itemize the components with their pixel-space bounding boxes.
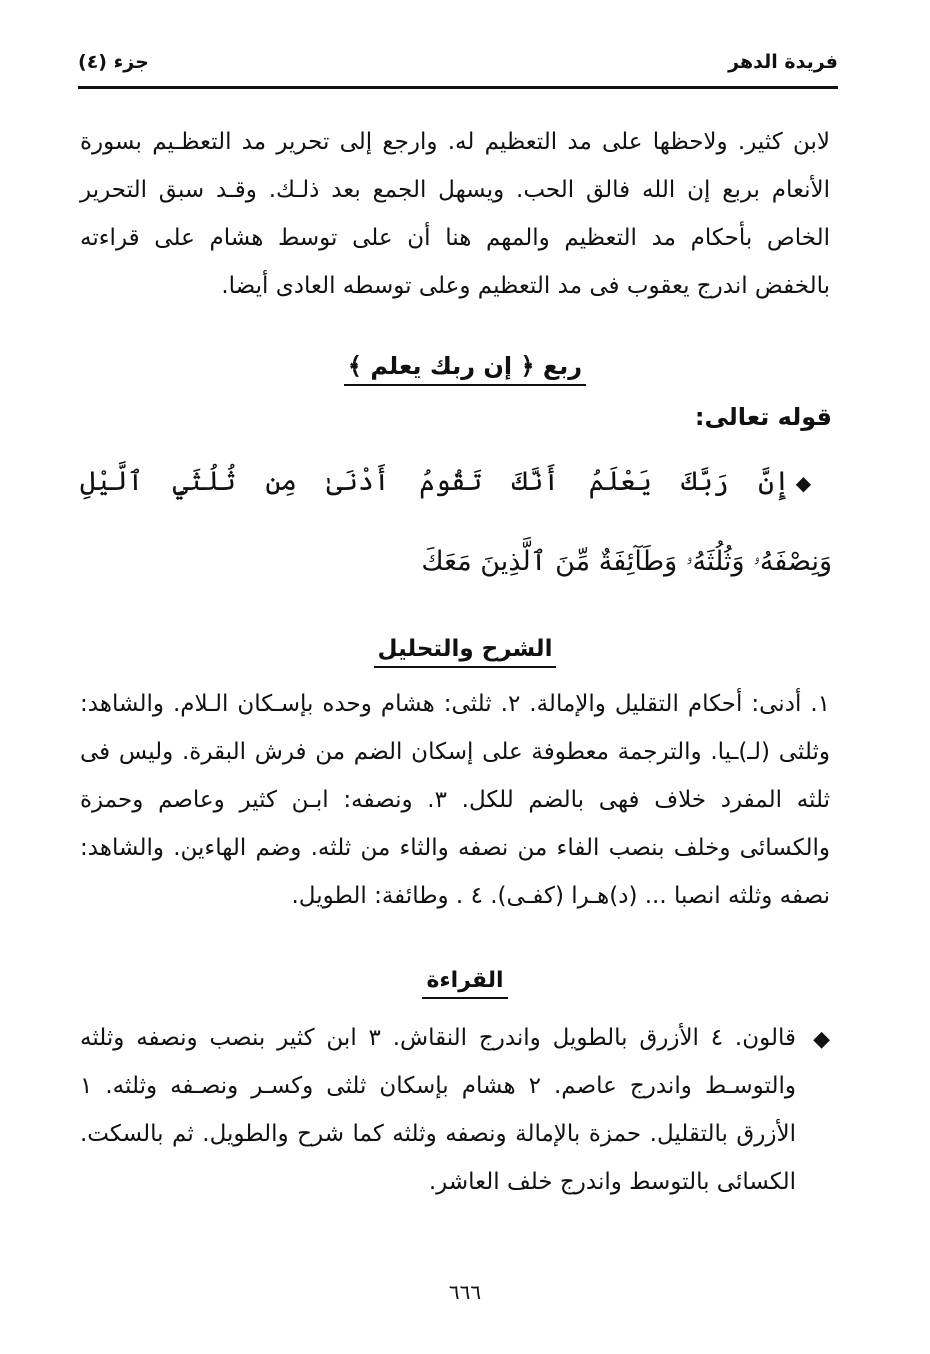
- qiraa-heading: [0, 968, 930, 999]
- page-header: [78, 40, 838, 84]
- intro-paragraph: لابن كثير. ولاحظها على مد التعظيم له. وارجع إلى تحرير مد التعظـيم بسورة الأنعام بربع إن الله فالق الحب. ويسهل الجمع بعد ذلـك. وقـد سبق التحرير الخاص بأحكام مد التعظيم والمهم هنا أن على توسط هشام على قراءته بالخفض اندرج يعقوب فى مد التعظيم وعلى توسطه العادى أيضا.: [80, 129, 830, 299]
- part-label: جزء (٤): [78, 51, 149, 73]
- diamond-bullet-icon: ◆: [813, 1027, 830, 1052]
- verse-marker-icon: ◆: [795, 471, 832, 495]
- page-number: ٦٦٦: [448, 1280, 482, 1304]
- sharh-heading: [0, 636, 930, 668]
- header-rule: [78, 86, 838, 89]
- verse-line-1: [80, 460, 832, 505]
- rub-heading-text: ربع ﴿ إن ربك يعلم ﴾: [344, 352, 586, 386]
- sharh-paragraph: ١. أدنى: أحكام التقليل والإمالة. ٢. ثلثى: هشام وحده بإسـكان الـلام. والشاهد: وثلثى (لـ)ـيا. والترجمة معطوفة على إسكان الضم من فرش البقرة. وليس فى ثلثه المفرد خلاف فهى بالضم للكل. ٣. ونصفه: ابـن كثير وعاصم وحمزة والكسائى وخلف بنصب الفاء من نصفه والثاء من ثلثه. وضم الهاءين. والشاهد: نصفه وثلثه انصبا ... (د)هـرا (كفـى). ٤ . وطائفة: الطويل.: [80, 691, 831, 909]
- sharh-heading-text: الشرح والتحليل: [374, 636, 557, 668]
- verse-line-2: وَنِصْفَهُۥ وَثُلُثَهُۥ وَطَآئِفَةٌ مِّنَ ٱلَّذِينَ مَعَكَ: [421, 546, 832, 577]
- qiraa-paragraph: قالون. ٤ الأزرق بالطويل واندرج النقاش. ٣ ابن كثير بنصب ونصفه وثلثه والتوسـط واندرج عاصم. ٢ هشام بإسكان ثلثى وكسـر ونصـفه وثلثه. ١ الأزرق بالتقليل. حمزة بالإمالة ونصفه وثلثه كما شرح والطويل. ثم بالسكت. الكسائى بالتوسط واندرج خلف العاشر.: [80, 1025, 797, 1195]
- qawluhu-label: قوله تعالى:: [694, 403, 832, 431]
- verse-line-1-text: إِنَّ رَبَّكَ يَعْلَمُ أَنَّكَ تَقُومُ أَدْنَىٰ مِن ثُلُثَيِ ٱلَّيْلِ: [80, 466, 790, 497]
- qiraa-heading-text: القراءة: [422, 968, 507, 999]
- rub-heading: [0, 352, 930, 386]
- book-title: فريدة الدهر: [728, 51, 838, 73]
